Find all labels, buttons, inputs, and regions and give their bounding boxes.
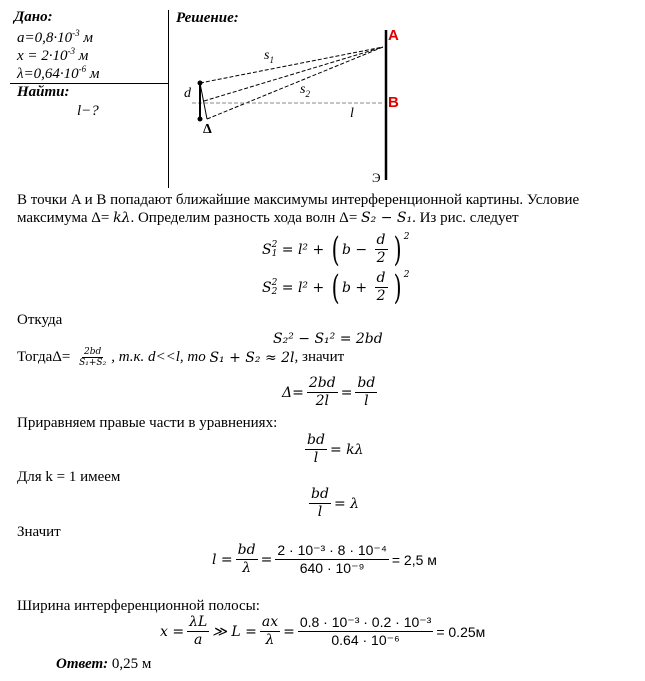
equation-x: x = $\frac{\lambda L}{a}$ ≫ L = $\frac{ax}{\lambda}$ = $\frac{\text{0.8 · 10⁻³ · 0.2 · 10⁻³}}{\text{0.64 · 10⁻⁶}}$ = 0.25м (160, 614, 486, 648)
interference-diagram (170, 20, 410, 185)
equation-s1: S 2 1 = l² + ( b − $\frac{d}{2}$ ) $^2$ (262, 229, 410, 270)
answer: Ответ: 0,25 м (56, 656, 152, 672)
given-a: $a=0,8\cdot 10^{-3}$ м (17, 28, 93, 46)
equation-k-lambda: $\frac{bd}{l}$ = kλ (307, 432, 364, 466)
column-divider (168, 10, 169, 188)
find-value: l−? (77, 103, 99, 119)
label-s2: $s_2$ (300, 82, 310, 99)
label-d: d (184, 86, 191, 101)
k1-text: Для k = 1 имеем (17, 469, 121, 485)
label-A: A (388, 27, 399, 44)
width-text: Ширина интерференционной полосы: (17, 598, 260, 614)
equation-delta: Δ= $\frac{2bd}{2l}$ = $\frac{bd}{l}$ (282, 375, 376, 409)
label-screen: Э (372, 170, 381, 185)
znachit-text: Значит (17, 524, 61, 540)
ray-s1 (200, 47, 383, 83)
paragraph-1: В точки A и B попадают ближайшие максимумы интерференционной картины. Условие (17, 192, 580, 208)
slit-2 (198, 117, 203, 122)
given-lambda: $\lambda=0,64\cdot 10^{-6}$ м (17, 64, 100, 82)
label-l: l (350, 106, 354, 121)
given-title: Дано: (14, 9, 53, 25)
paragraph-2: максимума Δ= kλ. Определим разность хода волн Δ= S₂ − S₁. Из рис. следует (17, 210, 519, 226)
find-title: Найти: (17, 84, 70, 100)
equation-lambda: $\frac{bd}{l}$ = λ (311, 486, 359, 520)
ray-s2 (207, 47, 383, 119)
label-delta: Δ (203, 122, 212, 137)
solution-title: Решение: (176, 10, 239, 26)
equation-l: l = $\frac{bd}{\lambda}$ = $\frac{\text{2 · 10⁻³ · 8 · 10⁻⁴}}{\text{640 · 10⁻⁹}}$ = 2,5 м (212, 542, 437, 576)
equation-s2: S 2 2 = l² + ( b + $\frac{d}{2}$ ) $^2$ (262, 267, 410, 308)
equate-text: Приравняем правые части в уравнениях: (17, 415, 278, 431)
otkuda-text: Откуда (17, 312, 63, 328)
given-x: $x = 2\cdot 10^{-3}$ м (17, 46, 89, 64)
label-B: B (388, 94, 399, 111)
equation-diff: S₂² − S₁² = 2bd (273, 331, 383, 347)
label-s1: $s_1$ (264, 48, 274, 65)
togda-line: ТогдаΔ= $\frac{2bd}{\text{S₁+S₂}}$ , т.к. d<<l, то S₁ + S₂ ≈ 2l , значит (17, 347, 345, 368)
slit-1 (198, 81, 203, 86)
ray-mid (204, 47, 383, 101)
